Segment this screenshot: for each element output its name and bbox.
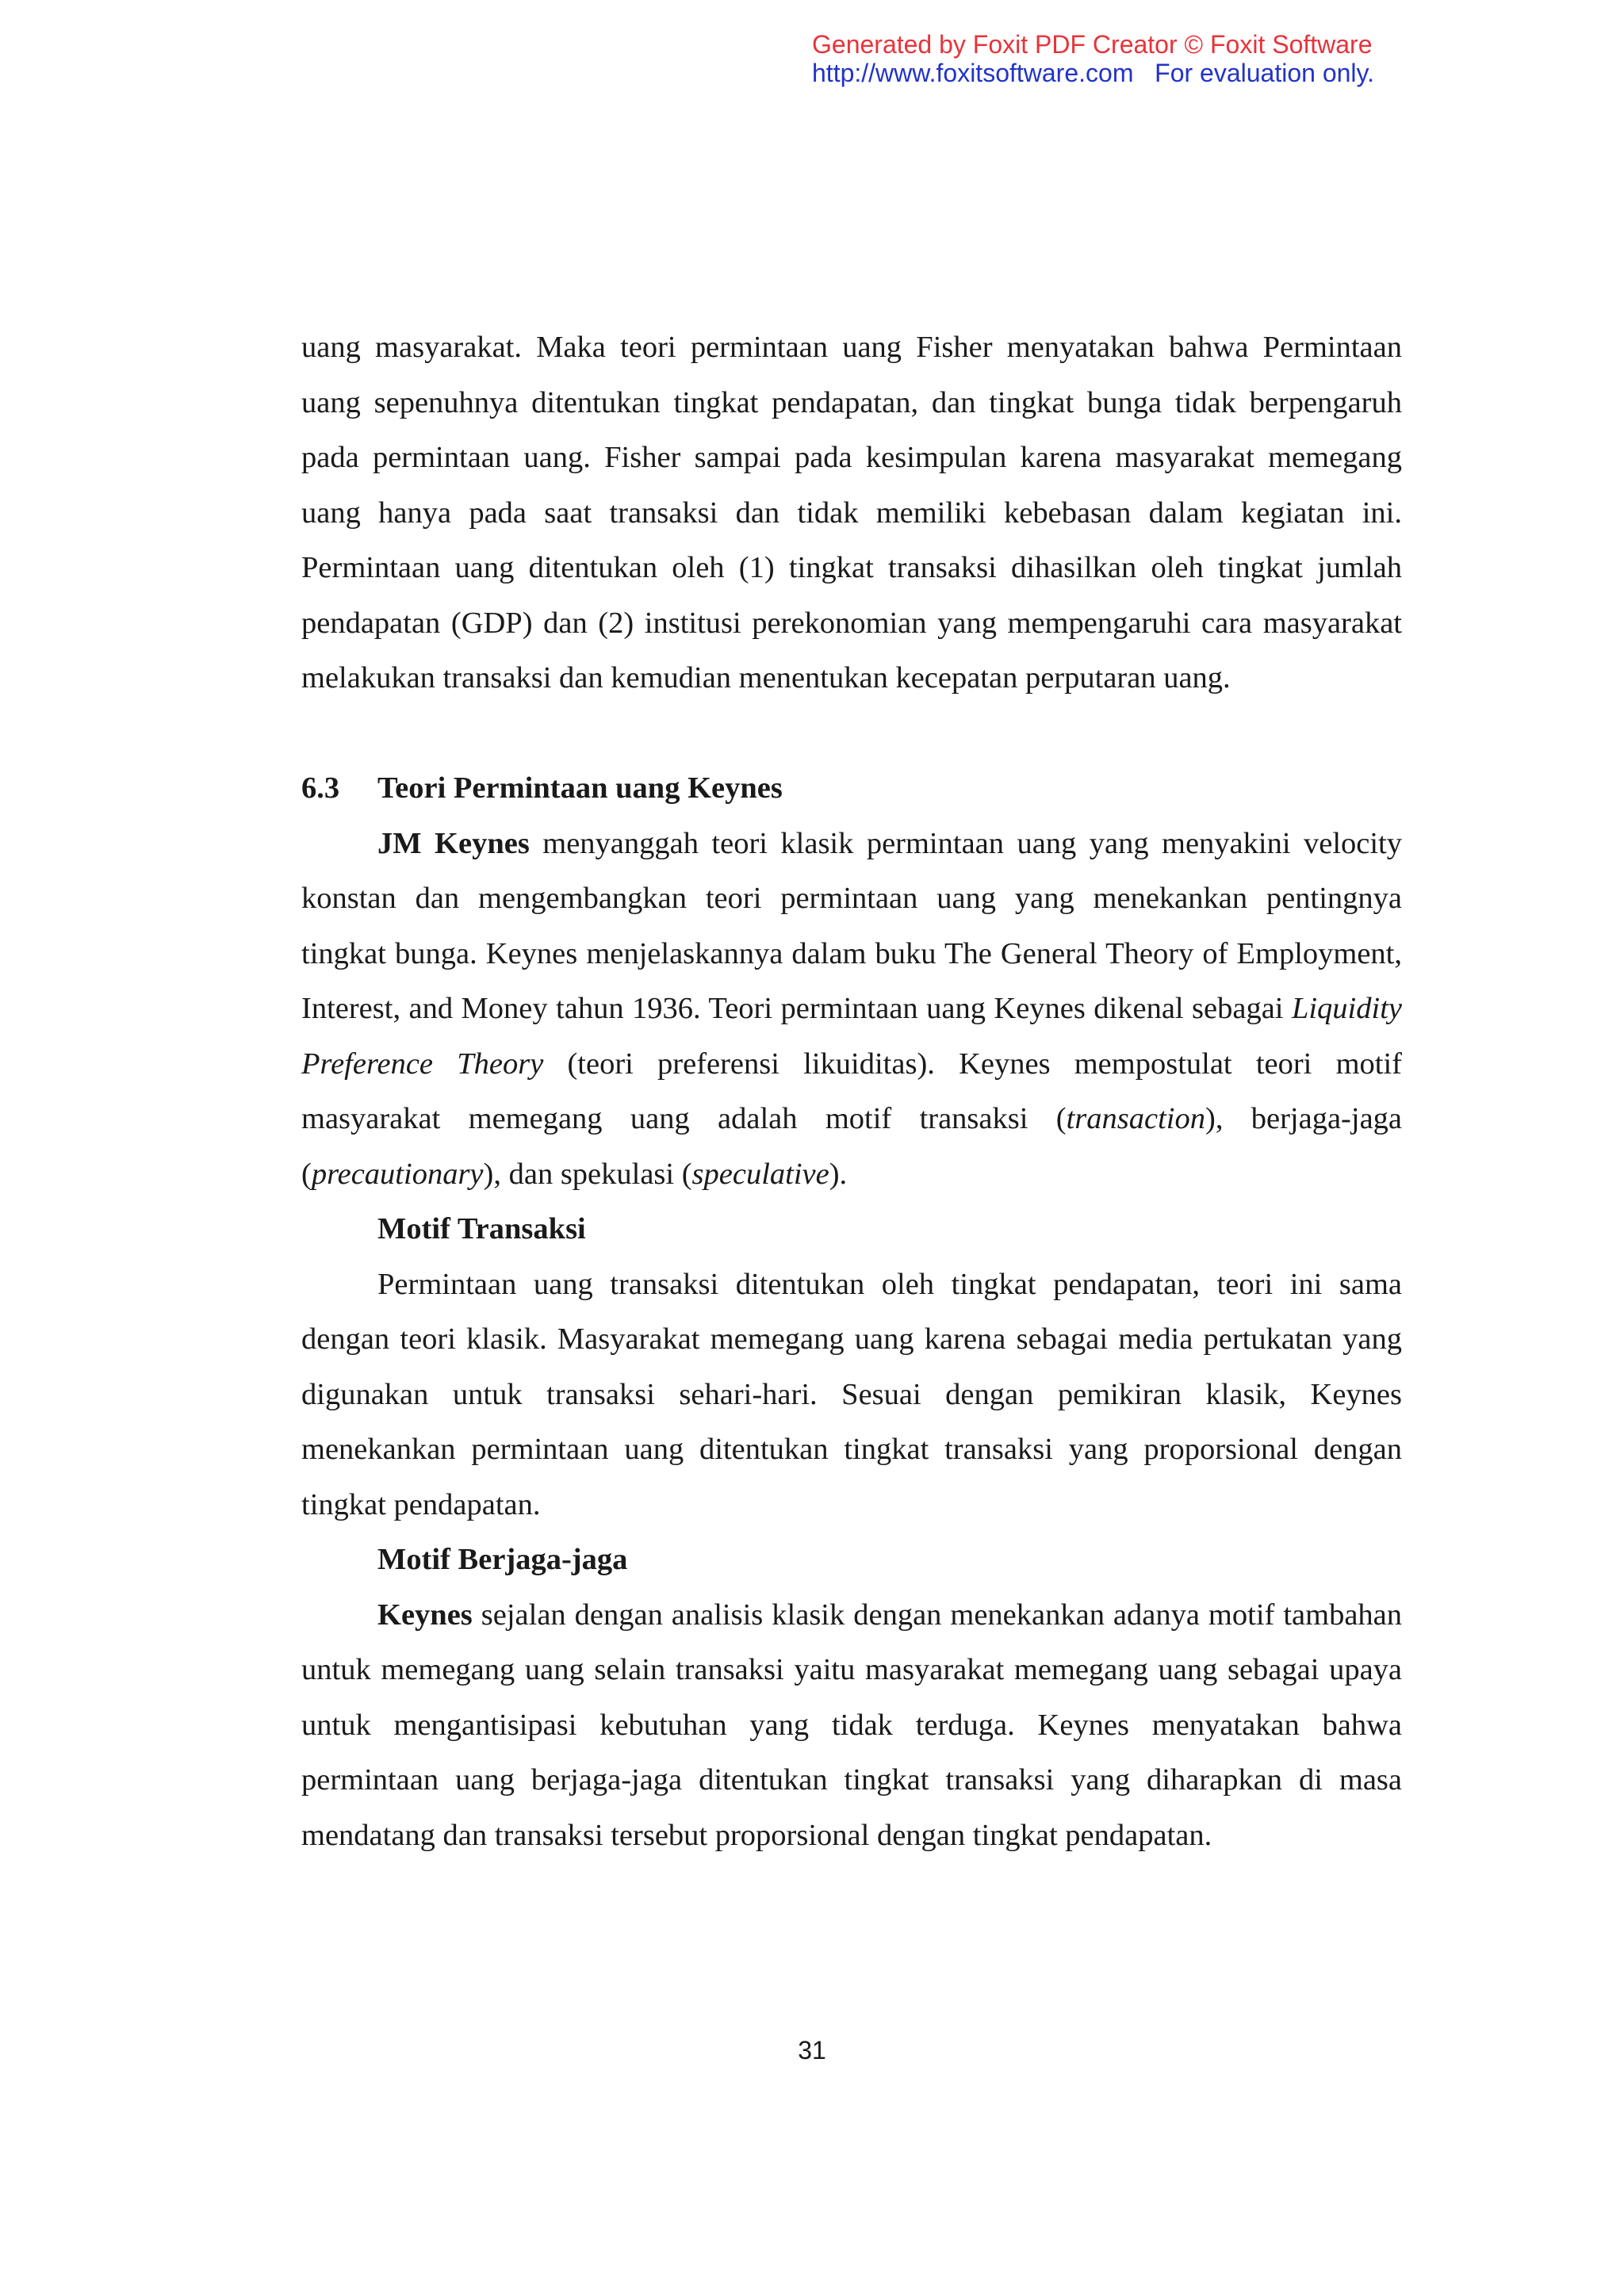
keynes-text-b: (teori preferensi likuiditas). Keynes mempostulat teori motif masyarakat memegang uang adalah motif transaksi ( (301, 1047, 1402, 1135)
keynes-text-a: menyanggah teori klasik permintaan uang yang menyakini velocity konstan dan mengembangkan teori permintaan uang yang menekankan pentingnya tingkat bunga. Keynes menjelaskannya dalam buku The General Theory of Employment, Interest, and Money tahun 1936. Teori permintaan uang Keynes dikenal sebagai (301, 826, 1402, 1025)
paragraph-fisher-conclusion: uang masyarakat. Maka teori permintaan uang Fisher menyatakan bahwa Permintaan uang sepenuhnya ditentukan tingkat pendapatan, dan tingkat bunga tidak berpengaruh pada permintaan uang. Fisher sampai pada kesimpulan karena masyarakat memegang uang hanya pada saat transaksi dan tidak memiliki kebebasan dalam kegiatan ini. Permintaan uang ditentukan oleh (1) tingkat transaksi dihasilkan oleh tingkat jumlah pendapatan (GDP) dan (2) institusi perekonomian yang mempengaruhi cara masyarakat melakukan transaksi dan kemudian menentukan kecepatan perputaran uang. (301, 331, 1402, 695)
keynes-text-d: ), dan spekulasi ( (483, 1157, 692, 1191)
page-number: 31 (798, 2036, 826, 2064)
liquidity-preference-term: Liquidity Preference Theory (301, 992, 1402, 1081)
section-heading (301, 761, 1402, 817)
berjaga-lead: Keynes (377, 1598, 473, 1632)
precautionary-term: precautionary (311, 1157, 484, 1191)
keynes-text-c: ), berjaga-jaga ( (301, 1102, 1403, 1191)
paragraph-motif-berjaga (301, 1588, 1402, 1864)
document-body (301, 320, 1402, 1863)
foxit-watermark (812, 30, 1510, 87)
paragraph-motif-transaksi: Permintaan uang transaksi ditentukan oleh tingkat pendapatan, teori ini sama dengan teori klasik. Masyarakat memegang uang karena sebagai media pertukatan yang digunakan untuk transaksi sehari-hari. Sesuai dengan pemikiran klasik, Keynes menekankan permintaan uang ditentukan tingkat transaksi yang proporsional dengan tingkat pendapatan. (301, 1267, 1402, 1521)
paragraph-keynes-intro (301, 817, 1402, 1203)
subheading-motif-transaksi: Motif Transaksi (377, 1212, 586, 1246)
subheading-motif-berjaga: Motif Berjaga-jaga (377, 1543, 628, 1576)
transaction-term: transaction (1066, 1102, 1205, 1135)
watermark-line-2: http://www.foxitsoftware.com For evaluation only. (812, 59, 1375, 87)
section-title: Teori Permintaan uang Keynes (377, 771, 783, 805)
berjaga-text: sejalan dengan analisis klasik dengan menekankan adanya motif tambahan untuk memegang uang selain transaksi yaitu masyarakat memegang uang sebagai upaya untuk mengantisipasi kebutuhan yang tidak terduga. Keynes menyatakan bahwa permintaan uang berjaga-jaga ditentukan tingkat transaksi yang diharapkan di masa mendatang dan transaksi tersebut proporsional dengan tingkat pendapatan. (301, 1598, 1402, 1852)
keynes-text-e: ). (829, 1157, 848, 1191)
section-number: 6.3 (301, 771, 340, 805)
speculative-term: speculative (691, 1157, 829, 1191)
watermark-line-1: Generated by Foxit PDF Creator © Foxit Software (812, 30, 1373, 59)
keynes-lead: JM Keynes (377, 826, 530, 860)
